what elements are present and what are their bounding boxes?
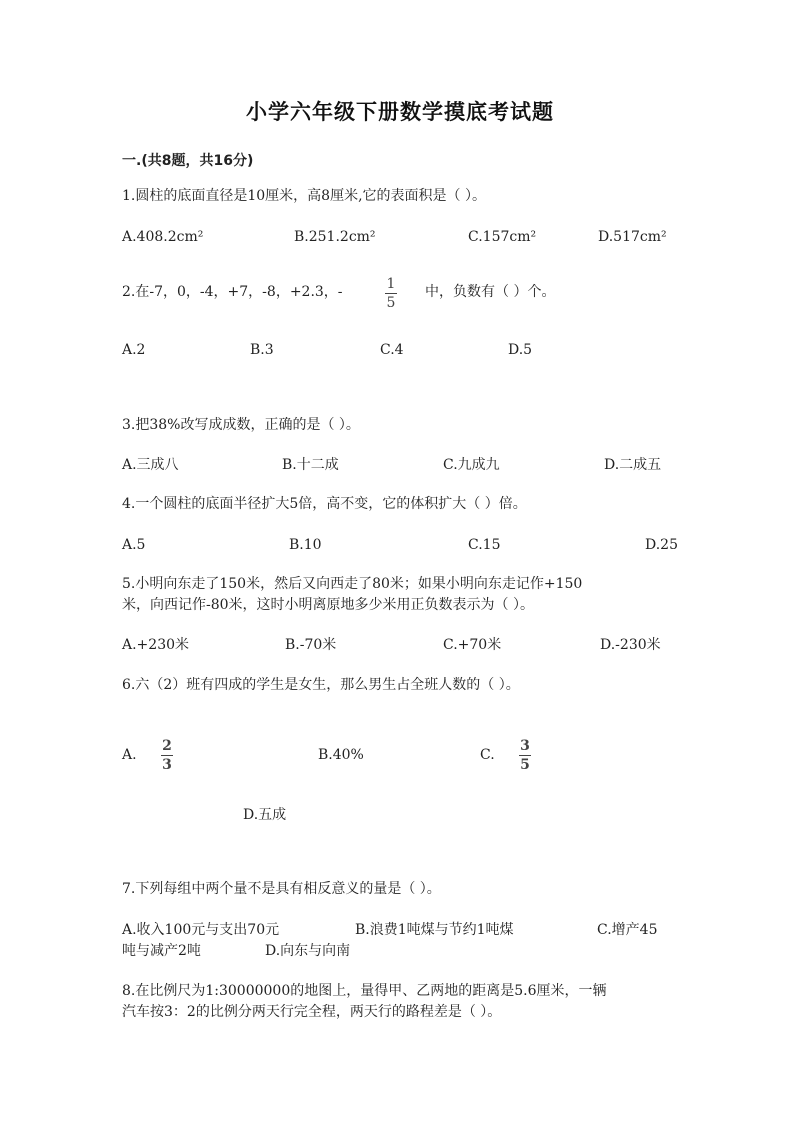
- q3-option-a: A.三成八: [122, 457, 179, 473]
- q7-option-c: C.增产45: [597, 922, 658, 938]
- question-8-line-1: 8.在比例尺为1:30000000的地图上，量得甲、乙两地的距离是5.6厘米，一辆: [122, 983, 607, 999]
- q1-option-b: B.251.2cm²: [294, 229, 376, 245]
- q4-option-c: C.15: [468, 537, 501, 553]
- q6-option-c-label: C.: [480, 747, 495, 763]
- page-title: 小学六年级下册数学摸底考试题: [246, 100, 554, 124]
- question-3: 3.把38%改写成成数，正确的是（ ）。: [122, 417, 360, 433]
- q5-option-b: B.-70米: [285, 637, 337, 653]
- q3-option-d: D.二成五: [604, 457, 662, 473]
- q2-fraction-numerator: 1: [386, 276, 396, 292]
- fraction-bar: [161, 755, 173, 756]
- q1-option-c: C.157cm²: [468, 229, 537, 245]
- q6-option-d: D.五成: [243, 807, 287, 823]
- q2-option-c: C.4: [380, 342, 404, 358]
- fraction-bar: [385, 293, 397, 294]
- q7-option-d: D.向东与向南: [265, 943, 351, 959]
- q4-option-a: A.5: [122, 537, 146, 553]
- q1-option-d: D.517cm²: [598, 229, 667, 245]
- q5-option-d: D.-230米: [600, 637, 661, 653]
- q4-option-b: B.10: [289, 537, 322, 553]
- q6-option-b: B.40%: [318, 747, 364, 763]
- q6-c-numerator: 3: [520, 738, 530, 754]
- q3-option-c: C.九成九: [443, 457, 500, 473]
- question-5-line-2: 米，向西记作-80米，这时小明离原地多少米用正负数表示为（ ）。: [122, 597, 534, 613]
- section-heading: 一.(共8题，共16分): [122, 153, 254, 169]
- q3-option-b: B.十二成: [282, 457, 339, 473]
- q6-a-numerator: 2: [162, 738, 172, 754]
- q1-option-a: A.408.2cm²: [122, 229, 204, 245]
- question-1: 1.圆柱的底面直径是10厘米，高8厘米,它的表面积是（ ）。: [122, 188, 486, 204]
- q6-option-a-label: A.: [122, 747, 137, 763]
- question-6: 6.六（2）班有四成的学生是女生，那么男生占全班人数的（ ）。: [122, 677, 520, 693]
- q6-option-c-fraction: [519, 738, 531, 773]
- q7-option-b: B.浪费1吨煤与节约1吨煤: [355, 922, 514, 938]
- q7-option-a: A.收入100元与支出70元: [122, 922, 280, 938]
- question-4: 4.一个圆柱的底面半径扩大5倍，高不变，它的体积扩大（ ）倍。: [122, 496, 527, 512]
- q2-option-a: A.2: [122, 342, 146, 358]
- fraction-bar: [519, 755, 531, 756]
- question-2-suffix: 中，负数有（ ）个。: [425, 284, 556, 300]
- question-2-prefix: 2.在-7，0，-4，+7，-8，+2.3，-: [122, 284, 343, 300]
- q2-option-d: D.5: [508, 342, 533, 358]
- q4-option-d: D.25: [645, 537, 678, 553]
- question-7: 7.下列每组中两个量不是具有相反意义的量是（ ）。: [122, 881, 441, 897]
- q6-a-denominator: 3: [162, 757, 172, 773]
- q2-fraction-denominator: 5: [386, 295, 396, 311]
- q6-c-denominator: 5: [520, 757, 530, 773]
- question-5-line-1: 5.小明向东走了150米，然后又向西走了80米；如果小明向东走记作+150: [122, 576, 583, 592]
- q5-option-a: A.+230米: [122, 637, 190, 653]
- q6-option-a-fraction: [161, 738, 173, 773]
- q2-option-b: B.3: [250, 342, 274, 358]
- question-8-line-2: 汽车按3：2的比例分两天行完全程，两天行的路程差是（ ）。: [122, 1004, 502, 1020]
- q2-fraction: [385, 276, 397, 311]
- q7-option-c-continued: 吨与减产2吨: [122, 943, 201, 959]
- q5-option-c: C.+70米: [443, 637, 502, 653]
